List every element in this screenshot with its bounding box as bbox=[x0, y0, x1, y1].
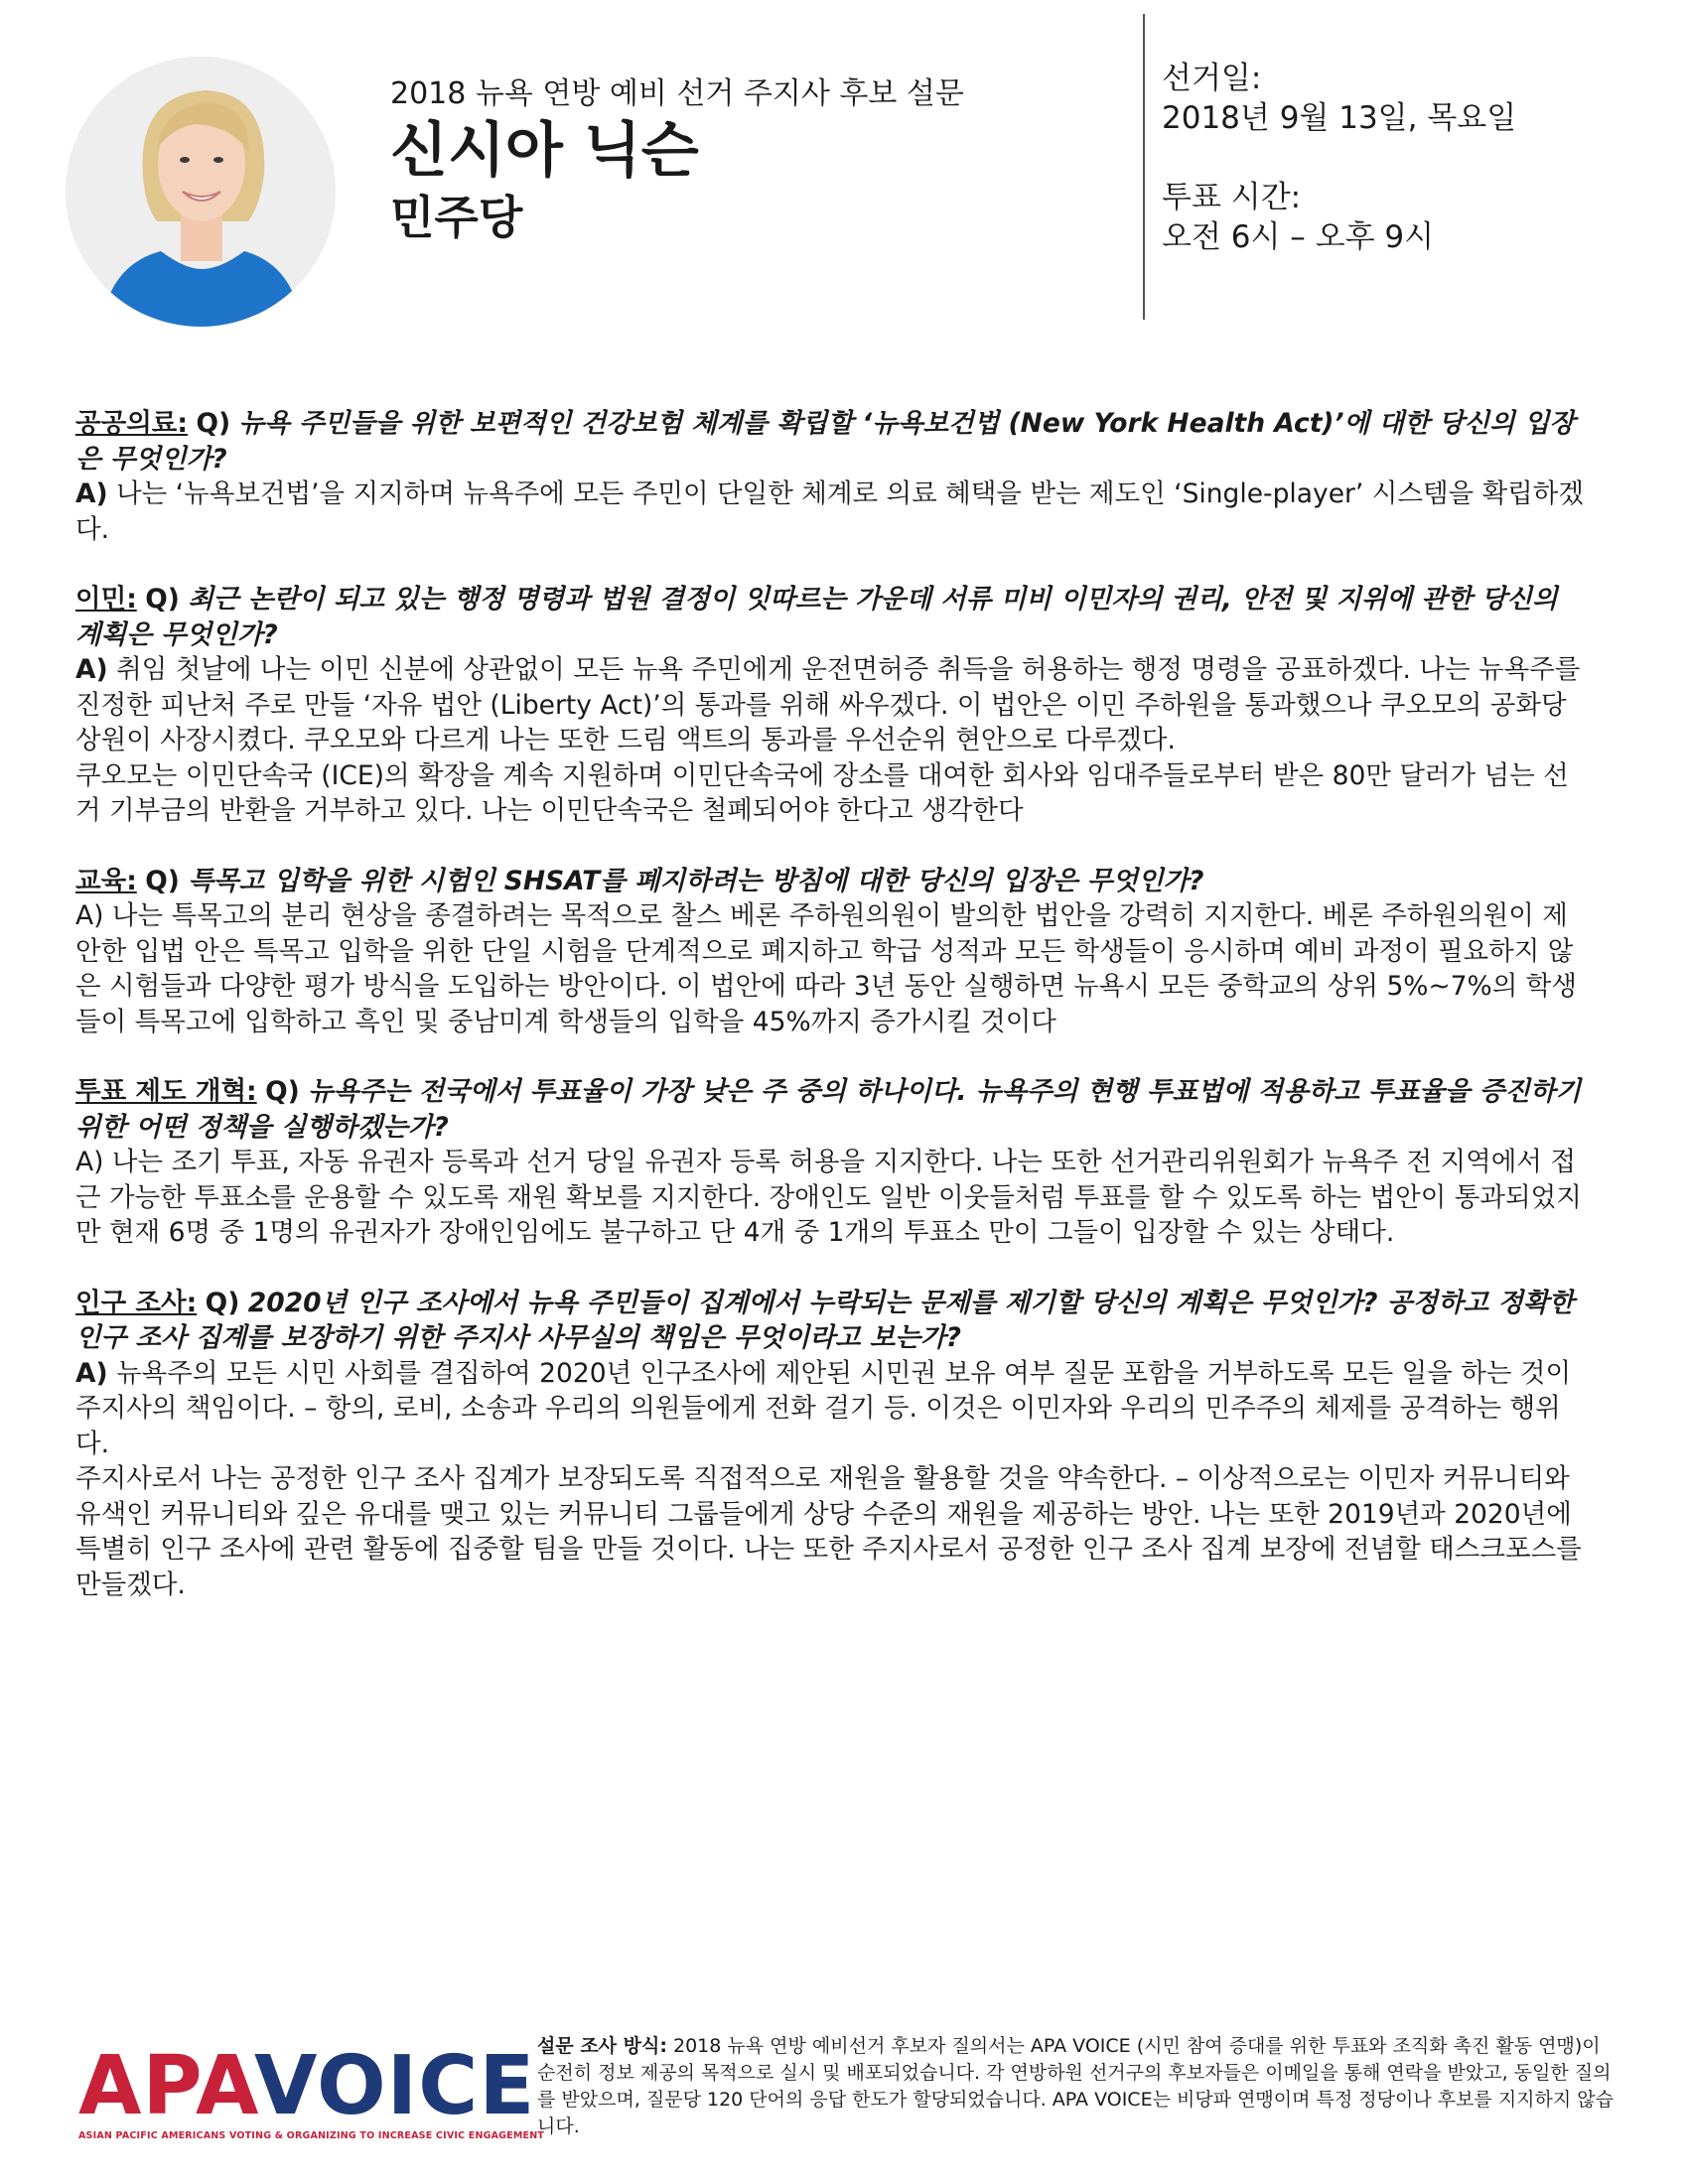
question-line bbox=[75, 1286, 1585, 1356]
qa-section-immigration bbox=[75, 582, 1585, 829]
qa-section-voting-reform bbox=[75, 1074, 1585, 1251]
question-marker: Q) bbox=[145, 584, 180, 614]
candidate-portrait-image bbox=[66, 57, 336, 327]
question-text: 특목고 입학을 위한 시험인 SHSAT를 폐지하려는 방침에 대한 당신의 입장은 무엇인가? bbox=[188, 865, 1204, 896]
candidate-name: 신시아 닉슨 bbox=[390, 116, 699, 186]
question-line bbox=[75, 864, 1585, 899]
answer-marker: A) bbox=[75, 478, 108, 509]
answer-text: 나는 ‘뉴욕보건법’을 지지하며 뉴욕주에 모든 주민이 단일한 체계로 의료 혜택을 받는 제도인 ‘Single-player’ 시스템을 확립하겠다. bbox=[75, 478, 1584, 545]
candidate-party: 민주당 bbox=[390, 191, 523, 244]
footer bbox=[0, 2025, 1688, 2184]
logo-apa-text: APA bbox=[78, 2039, 254, 2133]
topic-label: 인구 조사: bbox=[75, 1287, 198, 1318]
answer-text: 뉴욕주의 모든 시민 사회를 결집하여 2020년 인구조사에 제안된 시민권 보유 여부 질문 포함을 거부하도록 모든 일을 하는 것이 주지사의 책임이다. – 항의, 로비, 소송과 우리의 의원들에게 전화 걸기 등. 이것은 이민자와 우리의 민주주의 체제를 공격하는 행위다. bbox=[75, 1357, 1572, 1459]
answer-line bbox=[75, 1356, 1585, 1462]
topic-label: 이민: bbox=[75, 584, 137, 614]
election-date-label: 선거일: bbox=[1162, 61, 1262, 96]
question-marker: Q) bbox=[265, 1076, 300, 1107]
question-marker: Q) bbox=[205, 1287, 240, 1318]
answer-line bbox=[75, 898, 1585, 1039]
answer-line bbox=[75, 652, 1585, 758]
survey-method-label: 설문 조사 방식: bbox=[537, 2035, 667, 2057]
answer-line bbox=[75, 477, 1585, 547]
answer-extra-paragraph: 쿠오모는 이민단속국 (ICE)의 확장을 계속 지원하며 이민단속국에 장소를 대여한 회사와 임대주들로부터 받은 80만 달러가 넘는 선거 기부금의 반환을 거부하고 있다. 나는 이민단속국은 철폐되어야 한다고 생각한다 bbox=[75, 759, 1569, 826]
answer-extra-paragraph: 주지사로서 나는 공정한 인구 조사 집계가 보장되도록 직접적으로 재원을 활용할 것을 약속한다. – 이상적으로는 이민자 커뮤니티와 유색인 커뮤니티와 깊은 유대를 맺고 있는 커뮤니티 그룹들에게 상당 수준의 재원을 제공하는 방안. 나는 또한 2019년과 2020년에 특별히 인구 조사에 관련 활동에 집중할 팀을 만들 것이다. 나는 또한 주지사로서 공정한 인구 조사 집계 보장에 전념할 태스크포스를 만들겠다. bbox=[75, 1463, 1582, 1600]
question-line bbox=[75, 582, 1585, 652]
candidate-photo bbox=[66, 57, 336, 327]
apa-voice-logo bbox=[78, 2039, 545, 2142]
question-text: 2020년 인구 조사에서 뉴욕 주민들이 집계에서 누락되는 문제를 제기할 당신의 계획은 무엇인가? 공정하고 정확한 인구 조사 집계를 보장하기 위한 주지사 사무실의 책임은 무엇이라고 보는가? bbox=[75, 1287, 1575, 1353]
survey-subtitle: 2018 뉴욕 연방 예비 선거 주지사 후보 설문 bbox=[390, 76, 964, 111]
topic-label: 공공의료: bbox=[75, 408, 188, 439]
question-line bbox=[75, 406, 1585, 477]
question-line bbox=[75, 1074, 1585, 1145]
survey-method-note bbox=[537, 2033, 1619, 2140]
qa-content bbox=[75, 406, 1585, 1602]
answer-text: 나는 조기 투표, 자동 유권자 등록과 선거 당일 유권자 등록 허용을 지지한다. 나는 또한 선거관리위원회가 뉴욕주 전 지역에서 접근 가능한 투표소를 운용할 수 있도록 재원 확보를 지지한다. 장애인도 일반 이웃들처럼 투표를 할 수 있도록 하는 법안이 통과되었지만 현재 6명 중 1명의 유권자가 장애인임에도 불구하고 단 4개 중 1개의 투표소 만이 그들이 입장할 수 있는 상태다. bbox=[75, 1147, 1582, 1248]
poll-hours-label: 투표 시간: bbox=[1162, 180, 1302, 215]
answer-marker: A) bbox=[75, 654, 108, 685]
election-date: 2018년 9월 13일, 목요일 bbox=[1162, 100, 1517, 136]
topic-label: 투표 제도 개혁: bbox=[75, 1076, 257, 1107]
qa-section-healthcare bbox=[75, 406, 1585, 547]
question-text: 뉴욕주는 전국에서 투표율이 가장 낮은 주 중의 하나이다. 뉴욕주의 현행 투표법에 적용하고 투표율을 증진하기 위한 어떤 정책을 실행하겠는가? bbox=[75, 1076, 1582, 1143]
logo-tagline: ASIAN PACIFIC AMERICANS VOTING & ORGANIZING TO INCREASE CIVIC ENGAGEMENT bbox=[78, 2130, 545, 2141]
question-marker: Q) bbox=[145, 865, 180, 896]
answer-marker: A) bbox=[75, 1357, 108, 1389]
question-marker: Q) bbox=[196, 408, 231, 439]
survey-method-text: 2018 뉴욕 연방 예비선거 후보자 질의서는 APA VOICE (시민 참여 증대를 위한 투표와 조직화 촉진 활동 연맹)이 순전히 정보 제공의 목적으로 실시 및 배포되었습니다. 각 연방하원 선거구의 후보자들은 이메일을 통해 연락을 받았고, 동일한 질의를 받았으며, 질문당 120 단어의 응답 한도가 할당되었습니다. APA VOICE는 비당파 연맹이며 특정 정당이나 후보를 지지하지 않습니다. bbox=[537, 2035, 1614, 2137]
answer-line bbox=[75, 1145, 1585, 1251]
answer-marker: A) bbox=[75, 900, 104, 931]
poll-hours: 오전 6시 – 오후 9시 bbox=[1162, 219, 1435, 255]
answer-marker: A) bbox=[75, 1147, 104, 1177]
qa-section-census bbox=[75, 1286, 1585, 1603]
qa-section-education bbox=[75, 864, 1585, 1040]
question-text: 뉴욕 주민들을 위한 보편적인 건강보험 체계를 확립할 ‘뉴욕보건법 (New York Health Act)’에 대한 당신의 입장은 무엇인가? bbox=[75, 408, 1576, 475]
header-divider bbox=[1143, 14, 1145, 320]
answer-text: 나는 특목고의 분리 현상을 종결하려는 목적으로 찰스 베론 주하원의원이 발의한 법안을 강력히 지지한다. 베론 주하원의원이 제안한 입법 안은 특목고 입학을 위한 단일 시험을 단계적으로 폐지하고 학급 성적과 모든 학생들이 응시하며 예비 과정이 필요하지 않은 시험들과 다양한 평가 방식을 도입하는 방안이다. 이 법안에 따라 3년 동안 실행하면 뉴욕시 모든 중학교의 상위 5%~7%의 학생들이 특목고에 입학하고 흑인 및 중남미계 학생들의 입학을 45%까지 증가시킬 것이다 bbox=[75, 900, 1577, 1037]
answer-text: 취임 첫날에 나는 이민 신분에 상관없이 모든 뉴욕 주민에게 운전면허증 취득을 허용하는 행정 명령을 공표하겠다. 나는 뉴욕주를 진정한 피난처 주로 만들 ‘자유 법안 (Liberty Act)’의 통과를 위해 싸우겠다. 이 법안은 이민 주하원을 통과했으나 쿠오모의 공화당 상원이 사장시켰다. 쿠오모와 다르게 나는 또한 드림 액트의 통과를 우선순위 현안으로 다루겠다. bbox=[75, 654, 1581, 755]
topic-label: 교육: bbox=[75, 865, 137, 896]
logo-wordmark bbox=[78, 2039, 536, 2133]
logo-voice-text: VOICE bbox=[253, 2039, 536, 2133]
question-text: 최근 논란이 되고 있는 행정 명령과 법원 결정이 잇따르는 가운데 서류 미비 이민자의 권리, 안전 및 지위에 관한 당신의 계획은 무엇인가? bbox=[75, 584, 1558, 650]
